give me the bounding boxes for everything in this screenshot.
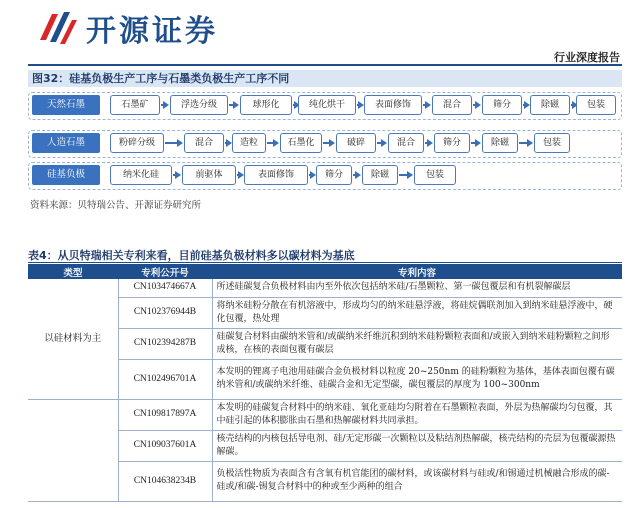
flow-step: 除磁: [362, 165, 398, 185]
flow-arrow-icon: [377, 142, 382, 144]
patent-content-cell: 将纳米硅粉分散在有机溶液中，形成均匀的纳米硅悬浮液，将硅烷偶联剂加入到纳米硅悬浮液中，硬化包覆，热处理: [212, 297, 622, 328]
flow-arrow-icon: [225, 142, 227, 144]
flow-arrow-icon: [471, 142, 476, 144]
flow-step: 筛分: [434, 133, 470, 153]
table-row: [28, 297, 622, 328]
flow-step: 包装: [534, 133, 570, 153]
patent-content-cell: 核壳结构的内核包括导电剂、硅/无定形碳一次颗粒以及粘结剂热解碳，核壳结构的壳层为包覆碳源热解碳。: [212, 430, 622, 461]
flow-row-label: 硅基负极: [32, 165, 100, 185]
flow-arrow-icon: [173, 174, 176, 176]
patent-number-cell: CN102496701A: [118, 359, 212, 399]
flow-row-label: 人造石墨: [32, 133, 100, 153]
patent-content-cell: 硅碳复合材料由碳纳米管和/或碳纳米纤维沉积到纳米硅粉颗粒表面和/或嵌入到纳米硅粉颗粒之间形成核，在核的表面包覆有碳层: [212, 328, 622, 359]
flow-step: 石墨化: [280, 133, 322, 153]
patent-content-cell: 本发明的锂离子电池用硅碳合金负极材料以粒度 20~250nm 的硅粉颗粒为基体，基体表面包覆有碳纳米管和/或碳纳米纤维、硅碳合金和无定型碳，碳包覆层的厚度为 100~300nm: [212, 359, 622, 399]
flow-arrow-icon: [161, 104, 164, 106]
flow-arrow-icon: [399, 174, 408, 176]
flow-arrow-icon: [357, 104, 359, 106]
flow-arrow-icon: [523, 104, 525, 106]
flow-arrow-icon: [323, 142, 330, 144]
flow-step: 球形化: [240, 95, 292, 115]
patent-number-cell: CN103474667A: [118, 279, 212, 297]
flow-step: 混合: [184, 133, 224, 153]
flow-arrow-icon: [473, 104, 476, 106]
flow-arrow-icon: [425, 142, 428, 144]
flow-arrow-icon: [267, 142, 274, 144]
flow-step: 纯化烘干: [298, 95, 356, 115]
flow-arrow-icon: [571, 104, 573, 106]
flow-step: 表面修饰: [244, 165, 308, 185]
flow-step: 石墨矿: [110, 95, 160, 115]
flow-arrow-icon: [423, 104, 426, 106]
patent-content-cell: 所述硅碳复合负极材料由内至外依次包括纳米硅/石墨颗粒、第一碳包覆层和有机裂解碳层: [212, 279, 622, 297]
flow-step: 混合: [388, 133, 424, 153]
table-row: [28, 399, 622, 430]
table-title: 表4：从贝特瑞相关专利来看，目前硅基负极材料多以碳材料为基底: [28, 249, 355, 262]
flow-row-label: 天然石墨: [32, 95, 100, 115]
column-header-type: 类型: [28, 264, 118, 279]
patent-number-cell: CN102394287B: [118, 328, 212, 359]
table-row: [28, 461, 622, 501]
flow-arrow-icon: [309, 174, 311, 176]
flow-step: 前驱体: [182, 165, 236, 185]
flow-step: 表面修饰: [364, 95, 422, 115]
patent-content-cell: 本发明的硅碳复合材料中的纳米硅、氧化亚硅均匀附着在石墨颗粒表面，外层为热解碳均匀包覆，其中硅引起的体积膨胀由石墨和热解碳材料共同承担。: [212, 399, 622, 430]
flow-step: 包装: [576, 95, 616, 115]
flow-arrow-icon: [293, 104, 295, 106]
flow-arrow-icon: [165, 142, 178, 144]
flow-step: 筛分: [482, 95, 522, 115]
flow-step: 纳米化硅: [110, 165, 172, 185]
column-header-content: 专利内容: [212, 264, 622, 279]
flow-step: 混合: [432, 95, 472, 115]
patent-number-cell: CN109037601A: [118, 430, 212, 461]
table-title-divider: [28, 262, 622, 263]
flow-step: 造粒: [232, 133, 266, 153]
brand-name: 开源证券: [86, 14, 218, 49]
report-type-label: 行业深度报告: [554, 51, 620, 64]
patent-content-cell: 负极活性物质为表面含有含氧有机官能团的碳材料，或该碳材料与硅或/和锡通过机械融合形成的碳-硅或/和碳-锡复合材料中的种或至少两种的组合: [212, 461, 622, 501]
flow-step: 筛分: [316, 165, 352, 185]
flow-step: 浮选分级: [170, 95, 228, 115]
flow-arrow-icon: [237, 174, 239, 176]
patent-number-cell: CN102376944B: [118, 297, 212, 328]
figure-source: 资料来源：贝特瑞公告、开源证券研究所: [30, 200, 202, 211]
patent-table: [28, 264, 622, 502]
column-header-number: 专利公开号: [118, 264, 212, 279]
flow-step: 除磁: [530, 95, 570, 115]
table-row: [28, 430, 622, 461]
table-row: [28, 328, 622, 359]
type-cell: 以硅材料为主: [28, 279, 118, 399]
type-cell-empty: [28, 399, 118, 501]
flow-step: 除磁: [482, 133, 518, 153]
table-row: [28, 359, 622, 399]
table-header-row: [28, 264, 622, 279]
patent-number-cell: CN109817897A: [118, 399, 212, 430]
flow-arrow-icon: [519, 142, 528, 144]
flow-step: 粉碎分级: [110, 133, 164, 153]
flow-step: 包装: [414, 165, 456, 185]
flow-arrow-icon: [229, 104, 234, 106]
process-flow-diagram: [0, 0, 640, 200]
table-row: [28, 279, 622, 297]
figure-title: 图32：硅基负极生产工序与石墨类负极生产工序不同: [28, 70, 622, 87]
flow-arrow-icon: [353, 174, 356, 176]
patent-number-cell: CN104638234B: [118, 461, 212, 501]
flow-step: 破碎: [336, 133, 376, 153]
